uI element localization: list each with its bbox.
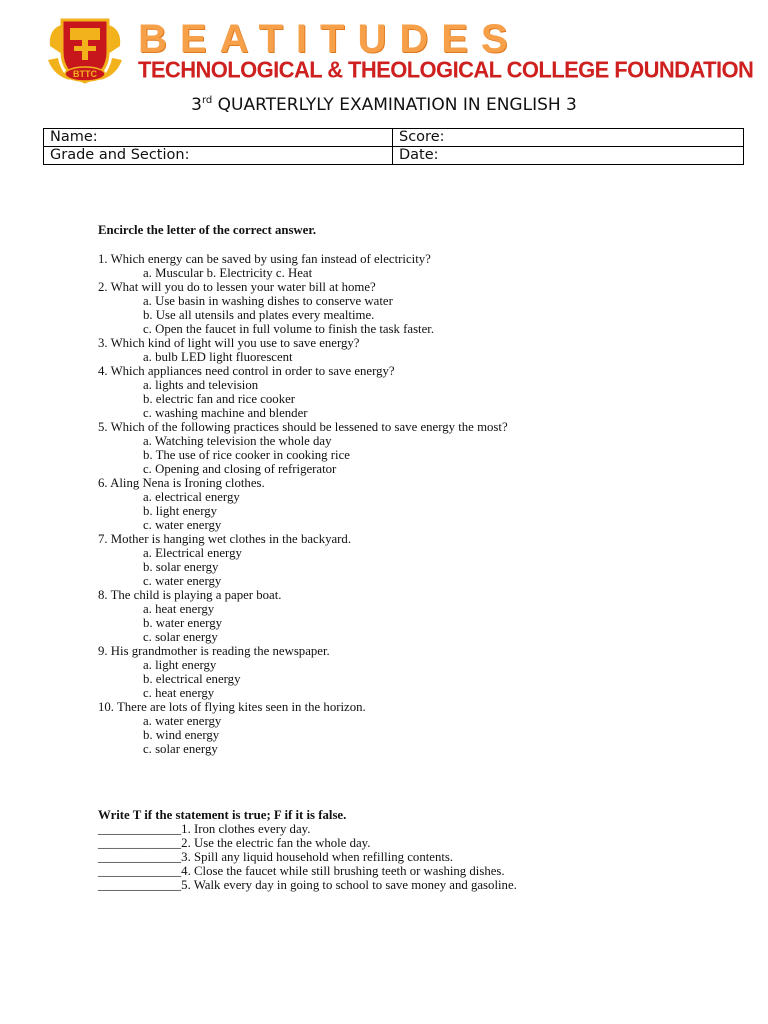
question-2: 2. What will you do to lessen your water bill at home? bbox=[98, 280, 376, 294]
student-info-table bbox=[43, 128, 744, 165]
answer-option[interactable]: b. wind energy bbox=[143, 728, 220, 742]
exam-title-ordinal: 3 bbox=[191, 95, 202, 115]
question-9: 9. His grandmother is reading the newspaper. bbox=[98, 644, 330, 658]
grade-section-label: Grade and Section: bbox=[50, 147, 190, 163]
name-label: Name: bbox=[50, 129, 98, 145]
answer-option[interactable]: a. Muscular b. Electricity c. Heat bbox=[143, 266, 313, 280]
true-false-item-5[interactable]: _____________5. Walk every day in going to school to save money and gasoline. bbox=[98, 878, 517, 892]
answer-option[interactable]: a. water energy bbox=[143, 714, 222, 728]
answer-option[interactable]: c. solar energy bbox=[143, 630, 218, 644]
question-3: 3. Which kind of light will you use to save energy? bbox=[98, 336, 360, 350]
true-false-item-2[interactable]: _____________2. Use the electric fan the whole day. bbox=[98, 836, 371, 850]
answer-option[interactable]: b. water energy bbox=[143, 616, 222, 630]
school-banner: BEATITUDES bbox=[138, 22, 521, 56]
part2-instruction: Write T if the statement is true; F if it is false. bbox=[98, 808, 347, 822]
answer-option[interactable]: b. electric fan and rice cooker bbox=[143, 392, 296, 406]
grade-section-field[interactable] bbox=[44, 147, 393, 165]
question-6: 6. Aling Nena is Ironing clothes. bbox=[98, 476, 265, 490]
answer-option[interactable]: b. The use of rice cooker in cooking rice bbox=[143, 448, 350, 462]
name-field[interactable] bbox=[44, 129, 393, 147]
date-label: Date: bbox=[399, 147, 439, 163]
true-false-item-1[interactable]: _____________1. Iron clothes every day. bbox=[98, 822, 311, 836]
exam-title-suffix: rd bbox=[201, 95, 213, 106]
exam-content bbox=[98, 222, 738, 892]
answer-option[interactable]: c. washing machine and blender bbox=[143, 406, 308, 420]
answer-option[interactable]: a. Use basin in washing dishes to conserve water bbox=[143, 294, 393, 308]
question-10: 10. There are lots of flying kites seen in the horizon. bbox=[98, 700, 366, 714]
answer-option[interactable]: c. water energy bbox=[143, 574, 222, 588]
score-label: Score: bbox=[399, 129, 445, 145]
score-field[interactable] bbox=[393, 129, 744, 147]
question-4: 4. Which appliances need control in order to save energy? bbox=[98, 364, 395, 378]
answer-option[interactable]: b. Use all utensils and plates every mealtime. bbox=[143, 308, 375, 322]
answer-option[interactable]: b. solar energy bbox=[143, 560, 219, 574]
true-false-item-3[interactable]: _____________3. Spill any liquid household when refilling contents. bbox=[98, 850, 454, 864]
answer-option[interactable]: a. heat energy bbox=[143, 602, 215, 616]
question-5: 5. Which of the following practices should be lessened to save energy the most? bbox=[98, 420, 508, 434]
true-false-item-4[interactable]: _____________4. Close the faucet while still brushing teeth or washing dishes. bbox=[98, 864, 505, 878]
true-false-list bbox=[98, 822, 738, 892]
exam-title-rest: QUARTERLYLY EXAMINATION IN ENGLISH 3 bbox=[212, 95, 577, 115]
answer-option[interactable]: c. solar energy bbox=[143, 742, 218, 756]
answer-option[interactable]: b. light energy bbox=[143, 504, 218, 518]
exam-title bbox=[0, 91, 768, 115]
answer-option[interactable]: a. Watching television the whole day bbox=[143, 434, 332, 448]
answer-option[interactable]: c. Open the faucet in full volume to finish the task faster. bbox=[143, 322, 435, 336]
school-logo bbox=[44, 16, 126, 86]
answer-option[interactable]: a. Electrical energy bbox=[143, 546, 242, 560]
answer-option[interactable]: a. bulb LED light fluorescent bbox=[143, 350, 293, 364]
answer-option[interactable]: b. electrical energy bbox=[143, 672, 241, 686]
question-8: 8. The child is playing a paper boat. bbox=[98, 588, 282, 602]
answer-option[interactable]: c. heat energy bbox=[143, 686, 215, 700]
answer-option[interactable]: a. lights and television bbox=[143, 378, 259, 392]
question-1: 1. Which energy can be saved by using fan instead of electricity? bbox=[98, 252, 431, 266]
question-list bbox=[98, 252, 738, 756]
school-subtitle: TECHNOLOGICAL & THEOLOGICAL COLLEGE FOUNDATION bbox=[138, 56, 754, 83]
question-7: 7. Mother is hanging wet clothes in the backyard. bbox=[98, 532, 352, 546]
date-field[interactable] bbox=[393, 147, 744, 165]
answer-option[interactable]: a. light energy bbox=[143, 658, 217, 672]
logo-text: BTTC bbox=[73, 69, 97, 79]
answer-option[interactable]: c. Opening and closing of refrigerator bbox=[143, 462, 337, 476]
answer-option[interactable]: c. water energy bbox=[143, 518, 222, 532]
answer-option[interactable]: a. electrical energy bbox=[143, 490, 240, 504]
part1-instruction: Encircle the letter of the correct answer. bbox=[98, 223, 317, 237]
